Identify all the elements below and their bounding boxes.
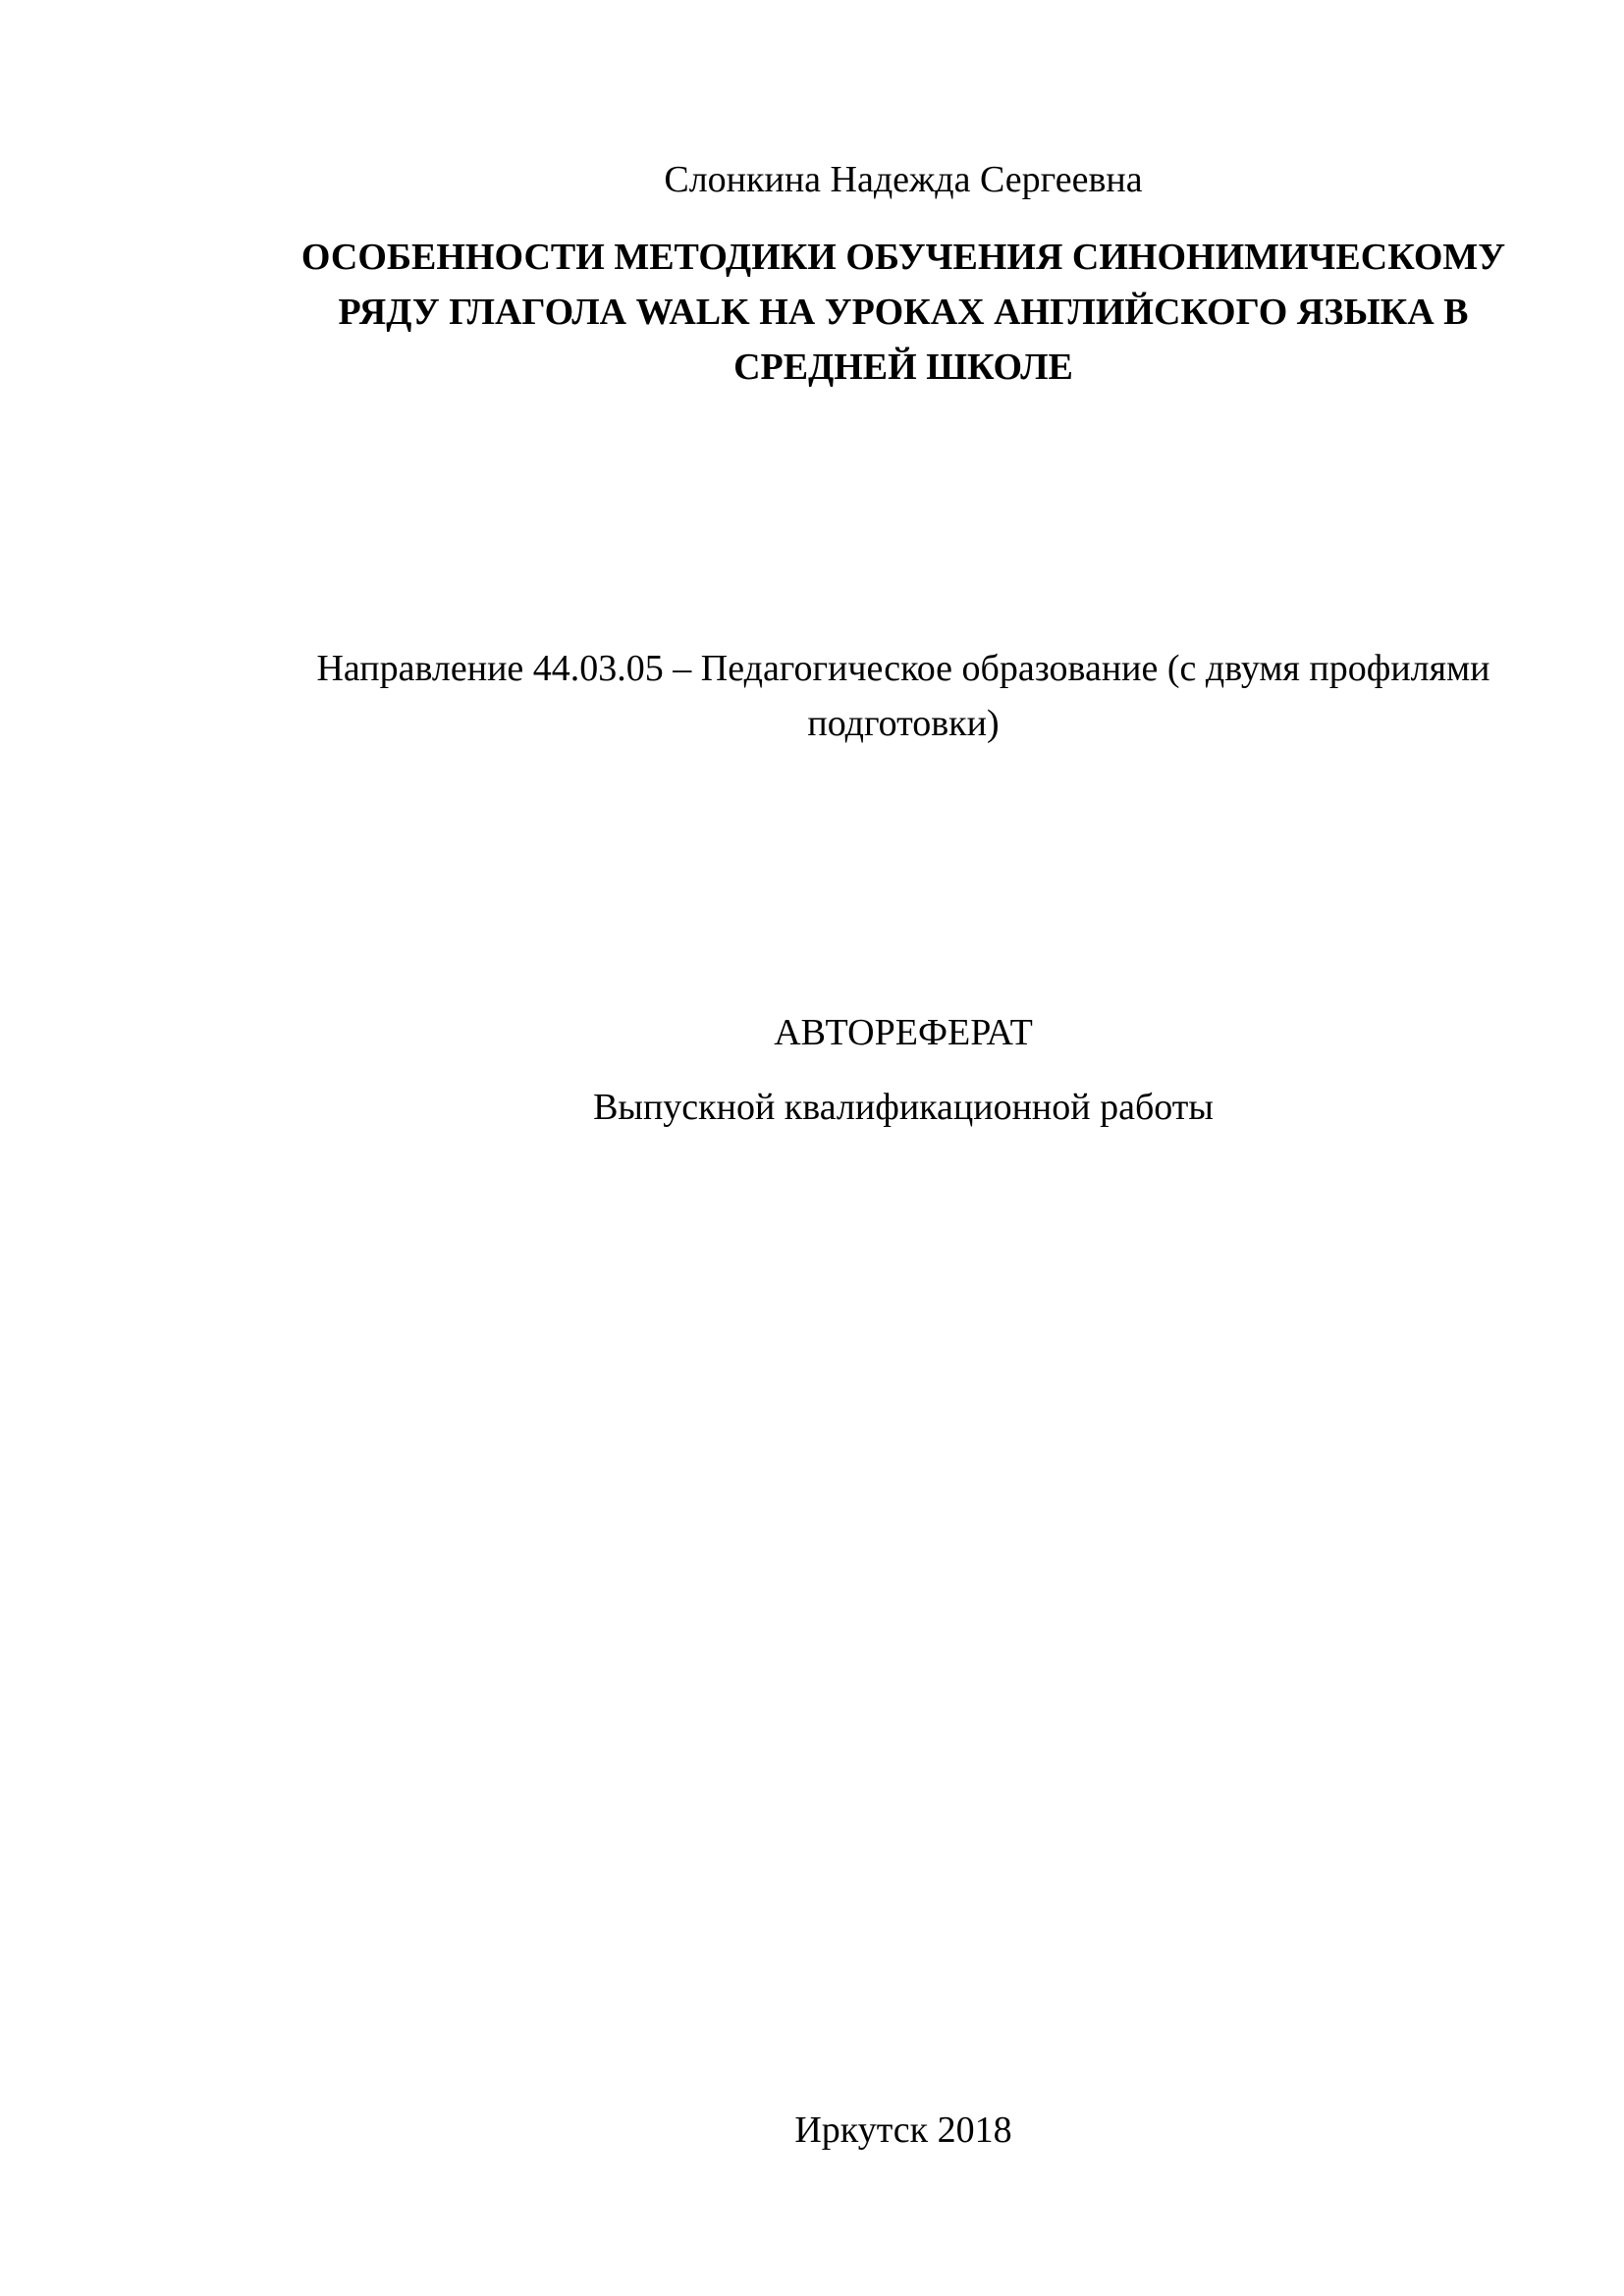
study-direction [295, 641, 1512, 751]
thesis-title [295, 230, 1512, 395]
study-direction-line: подготовки) [807, 703, 1000, 744]
author-name: Слонкина Надежда Сергеевна [664, 159, 1143, 200]
thesis-title-line: ОСОБЕННОСТИ МЕТОДИКИ ОБУЧЕНИЯ СИНОНИМИЧЕСКОМУ [300, 237, 1506, 278]
place-year: Иркутск 2018 [794, 2109, 1012, 2151]
document-type: АВТОРЕФЕРАТ [774, 1012, 1033, 1053]
thesis-title-line: РЯДУ ГЛАГОЛА WALK НА УРОКАХ АНГЛИЙСКОГО ЯЗЫКА В [338, 292, 1469, 333]
thesis-title-line: СРЕДНЕЙ ШКОЛЕ [733, 347, 1073, 388]
study-direction-line: Направление 44.03.05 – Педагогическое образование (с двумя профилями [316, 648, 1490, 689]
document-subtitle: Выпускной квалификационной работы [593, 1087, 1214, 1128]
